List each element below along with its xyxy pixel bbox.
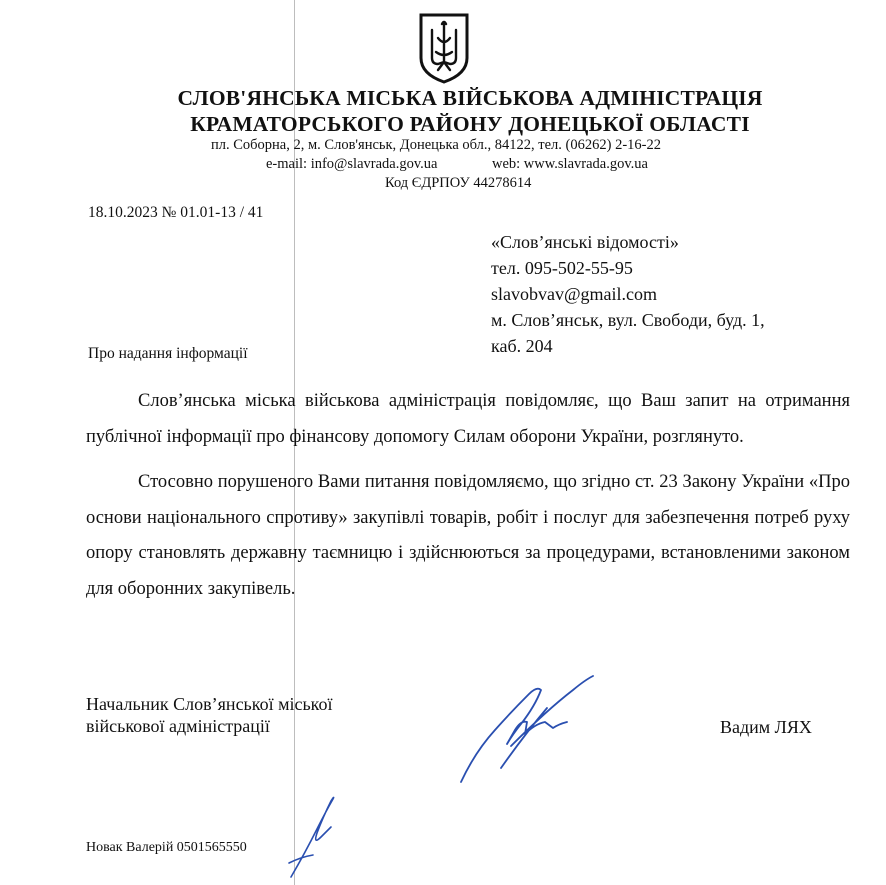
handwritten-signature bbox=[455, 672, 605, 787]
recipient-address-line1: м. Слов’янськ, вул. Свободи, буд. 1, bbox=[491, 310, 765, 330]
recipient-block bbox=[491, 229, 765, 359]
recipient-email: slavobvav@gmail.com bbox=[491, 284, 658, 304]
signer-position-line1: Начальник Слов’янської міської bbox=[86, 694, 333, 714]
coat-of-arms-icon bbox=[418, 12, 470, 84]
recipient-address-line2: каб. 204 bbox=[491, 336, 553, 356]
org-web: web: www.slavrada.gov.ua bbox=[492, 156, 648, 172]
body-paragraph-2: Стосовно порушеного Вами питання повідомляємо, що згідно ст. 23 Закону України «Про основи національного спротиву» закупівлі товарів, робіт і послуг для забезпечення потреб руху опору становлять державну таємницю і здійснюються за процедурами, встановленими законом для оборонних закупівель. bbox=[86, 472, 850, 599]
document-reference: 18.10.2023 № 01.01-13 / 41 bbox=[88, 204, 264, 221]
executor-contact: Новак Валерій 0501565550 bbox=[86, 840, 247, 855]
executor-initials-mark bbox=[283, 793, 343, 883]
signer-name: Вадим ЛЯХ bbox=[720, 717, 812, 737]
org-edrpou: Код ЄДРПОУ 44278614 bbox=[385, 175, 532, 191]
signer-position bbox=[86, 693, 333, 737]
body-paragraph-1: Слов’янська міська військова адміністрація повідомляє, що Ваш запит на отримання публічної інформації про фінансову допомогу Силам оборони України, розглянуто. bbox=[86, 391, 850, 447]
signer-position-line2: військової адміністрації bbox=[86, 716, 270, 736]
org-name-line1: СЛОВ'ЯНСЬКА МІСЬКА ВІЙСЬКОВА АДМІНІСТРАЦІЯ bbox=[177, 86, 763, 110]
recipient-name: «Слов’янські відомості» bbox=[491, 232, 679, 252]
letter-subject: Про надання інформації bbox=[88, 345, 248, 362]
org-name-line2: КРАМАТОРСЬКОГО РАЙОНУ ДОНЕЦЬКОЇ ОБЛАСТІ bbox=[190, 112, 750, 136]
letter-body bbox=[86, 384, 850, 607]
org-address: пл. Соборна, 2, м. Слов'янськ, Донецька обл., 84122, тел. (06262) 2-16-22 bbox=[211, 137, 661, 153]
org-email: e-mail: info@slavrada.gov.ua bbox=[266, 156, 438, 172]
recipient-phone: тел. 095-502-55-95 bbox=[491, 258, 633, 278]
